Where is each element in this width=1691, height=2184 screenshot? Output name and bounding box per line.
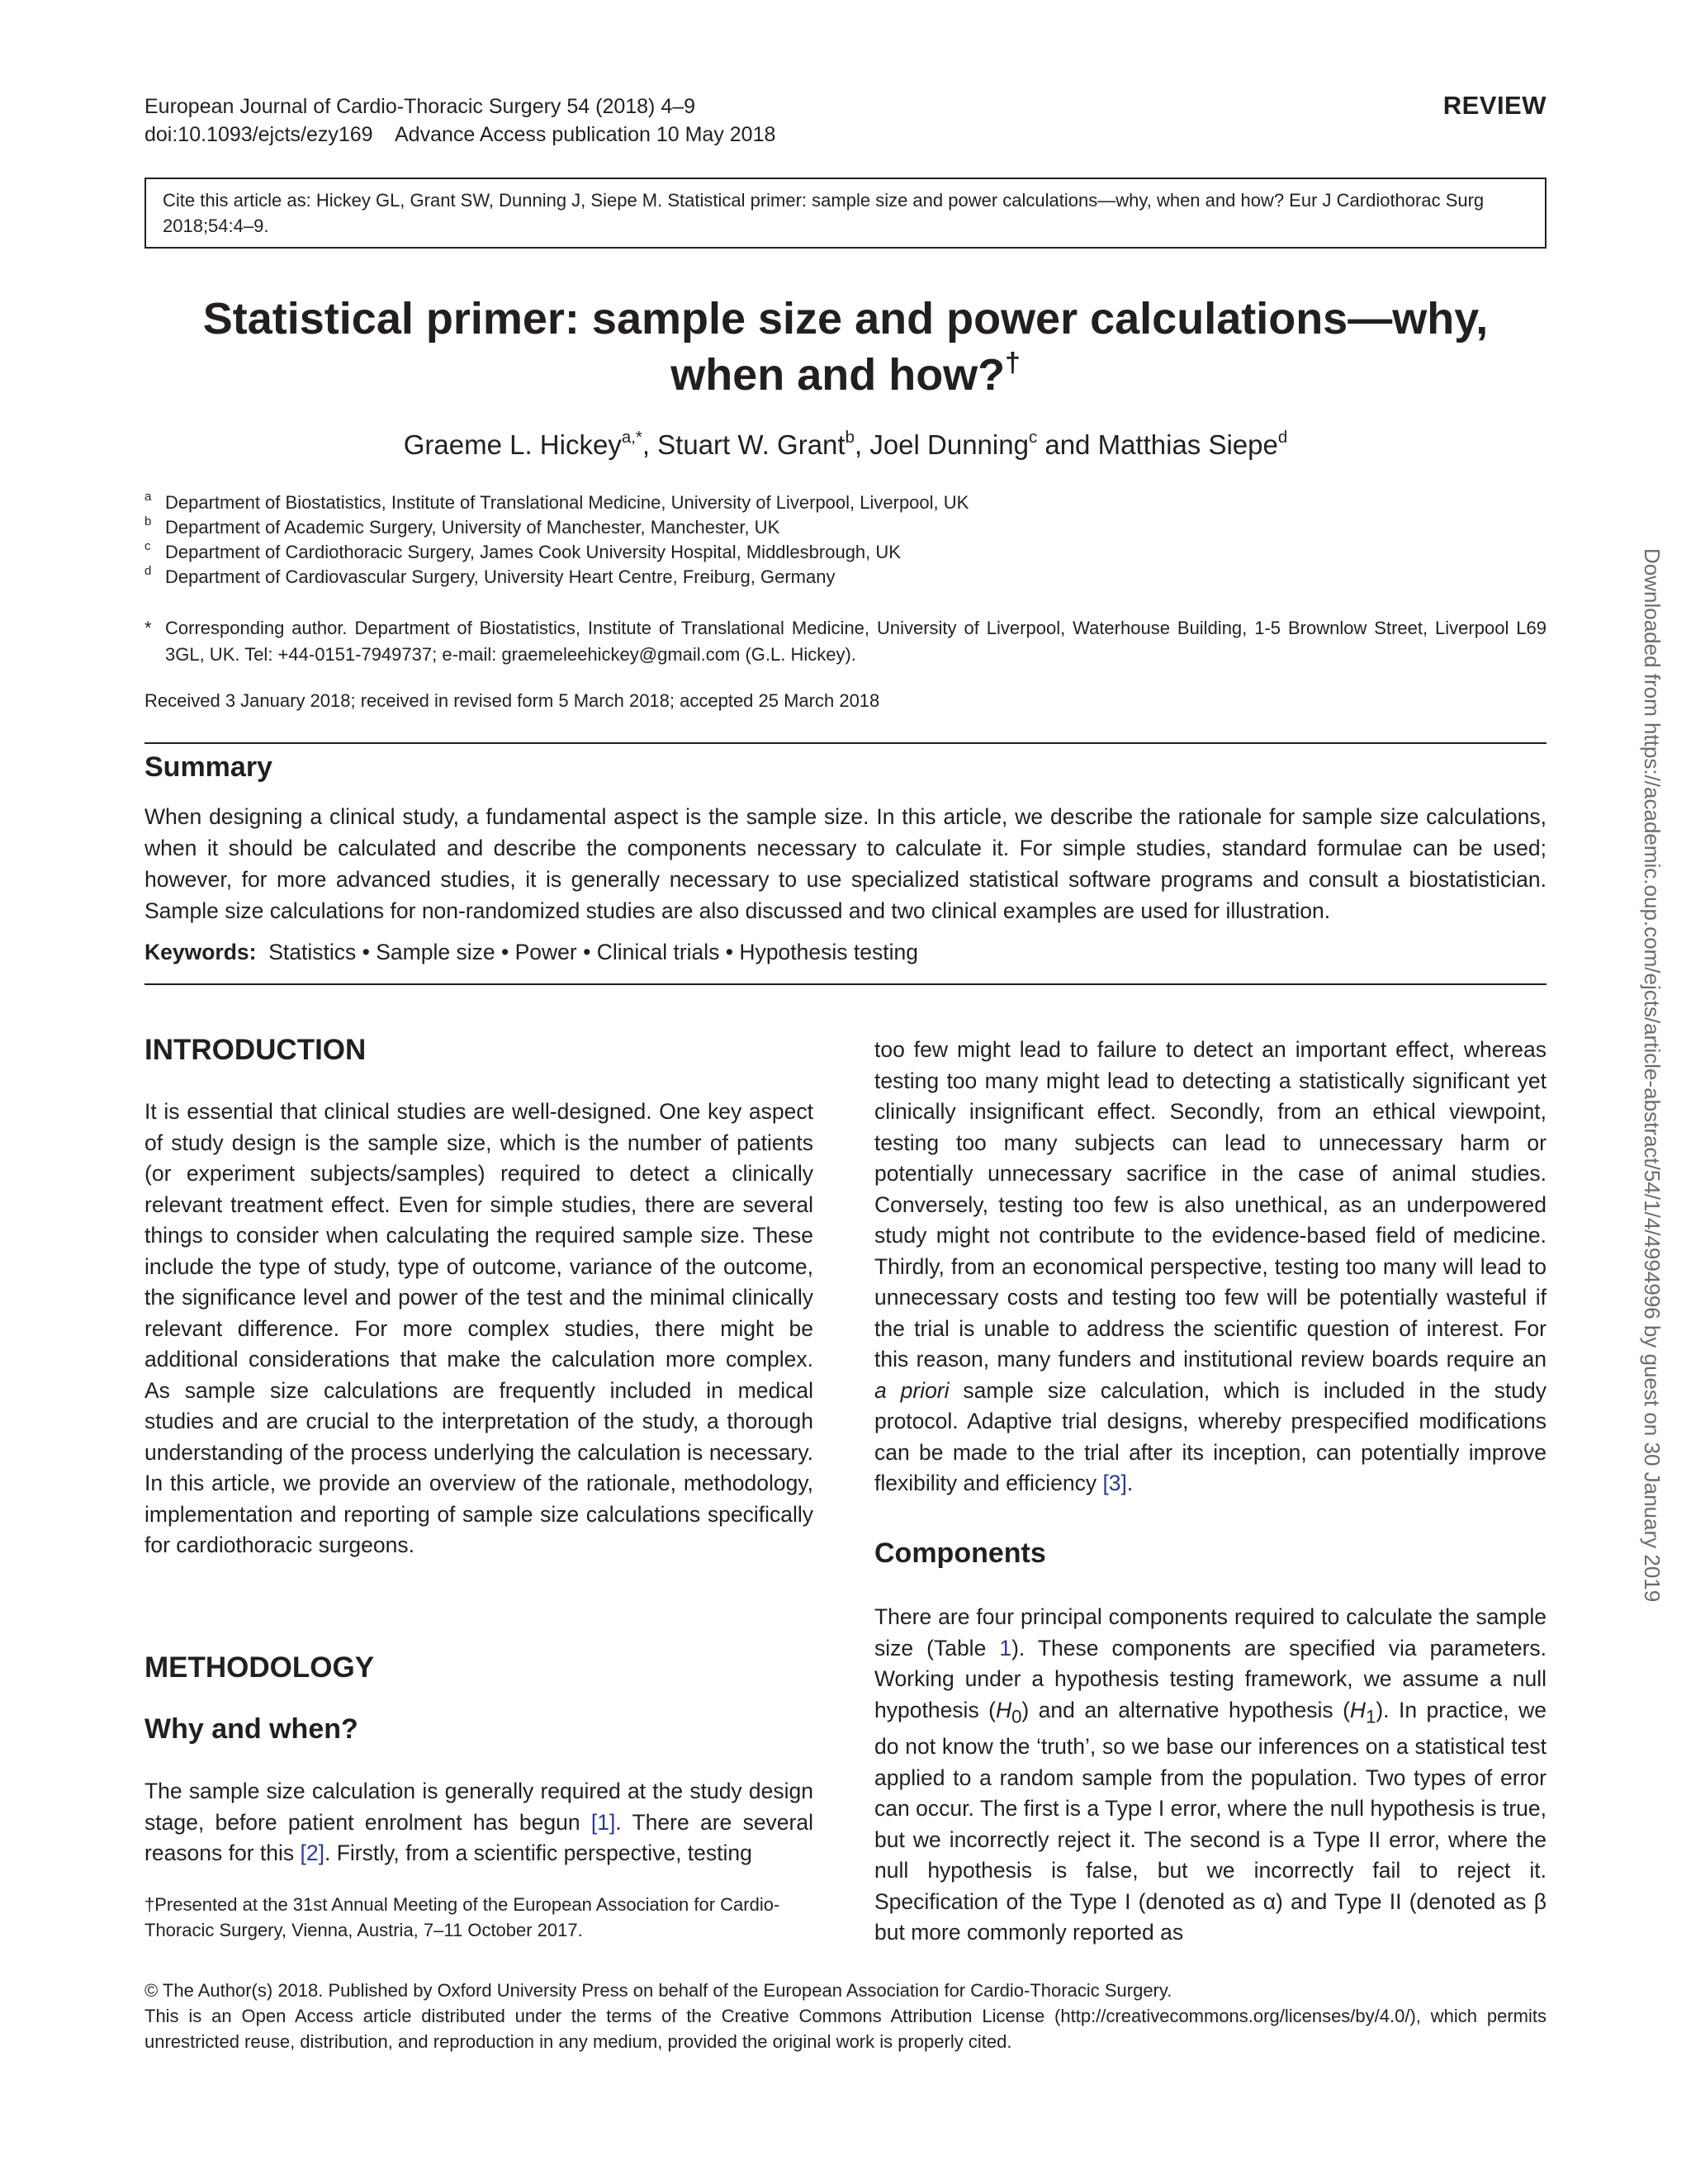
author-name: Stuart W. Grant (657, 429, 846, 460)
paragraph-text: sample size calculation, which is included in the study protocol. Adaptive trial designs, whereby prespecified modifications can be made to the trial after its inception, can potentially improve flexibility and efficiency (874, 1377, 1547, 1495)
affiliation-text: Department of Academic Surgery, University of Manchester, Manchester, UK (165, 517, 780, 538)
why-when-heading: Why and when? (144, 1713, 358, 1745)
license-notice (144, 1978, 1547, 2054)
received-dates: Received 3 January 2018; received in revised form 5 March 2018; accepted 25 March 2018 (144, 690, 880, 711)
author-name: Matthias Siepe (1097, 429, 1278, 460)
math-symbol: H (1349, 1697, 1367, 1722)
table-link[interactable]: 1 (999, 1635, 1012, 1661)
components-heading: Components (874, 1537, 1046, 1569)
title-line-2: when and how? (670, 350, 1006, 400)
author-name: Joel Dunning (869, 429, 1029, 460)
download-notice: Downloaded from https://academic.oup.com/ejcts/article-abstract/54/1/4/4994996 by guest on 30 January 2019 (1640, 548, 1665, 1603)
author-affil-mark: b (845, 427, 855, 447)
journal-header (144, 92, 775, 149)
author-name: Graeme L. Hickey (403, 429, 622, 460)
paragraph-text: ). In practice, we do not know the ‘truth’, so we base our inferences on a statistical test applied to a random sample from the population. Two types of error can occur. The first is a Type I error, where the null hypothesis is true, but we incorrectly reject it. The second is a Type II error, where the null hypothesis is false, but we incorrectly fail to reject it. Specification of the Type I (denoted as α) and Type II (denoted as β but more commonly reported as (874, 1697, 1547, 1945)
affiliation: $^a$ Department of Biostatistics, Institute of Translational Medicine, University of Liverpool, Liverpool, UK (144, 490, 969, 513)
affiliation: $^d$ Department of Cardiovascular Surgery, University Heart Centre, Freiburg, Germany (144, 564, 836, 587)
math-subscript: 0 (1011, 1705, 1022, 1727)
summary-top-rule (144, 742, 1547, 744)
paragraph-text: . Firstly, from a scientific perspective, testing (324, 1841, 752, 1865)
intro-heading: INTRODUCTION (144, 1034, 367, 1066)
author-affil-mark: a,* (621, 427, 642, 447)
intro-text (144, 1097, 813, 1561)
affiliations (144, 490, 969, 590)
keywords (144, 940, 918, 965)
journal-citation-line: European Journal of Cardio-Thoracic Surgery 54 (2018) 4–9 (144, 95, 696, 118)
citation-link[interactable]: [3] (1102, 1471, 1127, 1495)
author-affil-mark: d (1277, 427, 1288, 447)
author-list (144, 429, 1547, 461)
license-text: This is an Open Access article distributed under the terms of the Creative Commons Attribution License (http://creativecommons.org/licenses/by/4.0/), which permits unrestricted reuse, distribution, and reproduction in any medium, provided the original work is properly cited. (144, 2006, 1547, 2052)
corresponding-mark: * (144, 618, 152, 638)
author-sep: , (854, 429, 870, 460)
section-label: REVIEW (1442, 91, 1547, 120)
affiliation: $^c$ Department of Cardiothoracic Surgery, James Cook University Hospital, Middlesbrough, UK (144, 539, 901, 562)
copyright-line: © The Author(s) 2018. Published by Oxford University Press on behalf of the European Association for Cardio-Thoracic Surgery. (144, 1980, 1172, 2001)
affiliation: $^b$ Department of Academic Surgery, University of Manchester, Manchester, UK (144, 514, 780, 538)
author-sep: , (642, 429, 658, 460)
paragraph-text: . (1126, 1471, 1134, 1495)
paragraph-text: ) and an alternative hypothesis ( (1021, 1697, 1350, 1722)
corresponding-text: Corresponding author. Department of Biostatistics, Institute of Translational Medicine, University of Liverpool, Waterhouse Building, 1-5 Brownlow Street, Liverpool L69 3GL, UK. Tel: +44-0151-7949737; e-mail: graemeleehickey@gmail.com (G.L. Hickey). (165, 618, 1547, 665)
cite-box: Cite this article as: Hickey GL, Grant SW, Dunning J, Siepe M. Statistical primer: sample size and power calculations—why, when and how? Eur J Cardiothorac Surg 2018;54:4–9. (144, 178, 1547, 249)
paragraph-text: . There are several reasons for this (144, 1809, 813, 1865)
why-when-text (144, 1776, 813, 1869)
italic-term: a priori (874, 1377, 950, 1403)
title-dagger: † (1005, 347, 1021, 378)
citation-link[interactable]: [1] (590, 1809, 616, 1835)
affiliation-text: Department of Cardiovascular Surgery, University Heart Centre, Freiburg, Germany (165, 566, 836, 587)
methodology-heading: METHODOLOGY (144, 1651, 375, 1684)
math-subscript: 1 (1366, 1705, 1376, 1727)
summary-bottom-rule (144, 983, 1547, 985)
paragraph-text: There are four principal components required to calculate the sample size (Table (874, 1604, 1547, 1661)
title-line-1: Statistical primer: sample size and power calculations—why, (202, 294, 1489, 343)
summary-text: When designing a clinical study, a fundamental aspect is the sample size. In this article, we describe the rationale for sample size calculations, when it should be calculated and describe the components necessary to calculate it. For simple studies, standard formulae can be used; however, for more advanced studies, it is generally necessary to use specialized statistical software programs and consult a biostatistician. Sample size calculations for non-randomized studies are also discussed and two clinical examples are used for illustration. (144, 804, 1547, 923)
paragraph-text: ). These components are specified via parameters. Working under a hypothesis testing framework, we assume a null hypothesis ( (874, 1635, 1547, 1722)
summary-heading: Summary (144, 751, 272, 783)
affiliation-text: Department of Cardiothoracic Surgery, James Cook University Hospital, Middlesbrough, UK (165, 542, 901, 562)
doi-line: doi:10.1093/ejcts/ezy169 Advance Access publication 10 May 2018 (144, 123, 776, 146)
corresponding-author (144, 615, 1547, 668)
components-text (874, 1602, 1547, 1949)
paragraph-text: too few might lead to failure to detect an important effect, whereas testing too many might lead to detecting a statistically significant yet clinically insignificant effect. Secondly, from an ethical viewpoint, testing too many subjects can lead to unnecessary harm or potentially unnecessary sacrifice in the case of animal studies. Conversely, testing too few is also unethical, as an underpowered study might not contribute to the evidence-based field of medicine. Thirdly, from an economical perspective, testing too many will lead to unnecessary costs and testing too few will be potentially wasteful if the trial is unable to address the scientific question of interest. For this reason, many funders and institutional review boards require an (874, 1037, 1547, 1372)
keywords-list: Statistics • Sample size • Power • Clinical trials • Hypothesis testing (268, 940, 918, 964)
citation-link[interactable]: [2] (300, 1841, 324, 1865)
author-sep: and (1037, 429, 1098, 460)
author-affil-mark: c (1028, 427, 1038, 447)
download-sidebar (1640, 548, 1668, 1635)
intro-paragraph: It is essential that clinical studies are well-designed. One key aspect of study design is the sample size, which is the number of patients (or experiment subjects/samples) required to detect a clinically relevant treatment effect. Even for simple studies, there are several things to consider when calculating the required sample size. These include the type of study, type of outcome, variance of the outcome, the significance level and power of the test and the minimal clinically relevant difference. For more complex studies, there might be additional considerations that make the calculation more complex. As sample size calculations are frequently included in medical studies and are crucial to the interpretation of the study, a thorough understanding of the process underlying the calculation is necessary. In this article, we provide an overview of the rationale, methodology, implementation and reporting of sample size calculations specifically for cardiothoracic surgeons. (144, 1099, 813, 1557)
article-title (144, 291, 1547, 403)
footnote: †Presented at the 31st Annual Meeting of the European Association for Cardio-Thoracic Surgery, Vienna, Austria, 7–11 October 2017. (144, 1894, 780, 1940)
keywords-label: Keywords: (144, 940, 257, 964)
paragraph-text: The sample size calculation is generally required at the study design stage, before patient enrolment has begun (144, 1779, 813, 1835)
right-column-text (874, 1035, 1547, 1499)
math-symbol: H (995, 1697, 1012, 1722)
affiliation-text: Department of Biostatistics, Institute of Translational Medicine, University of Liverpool, Liverpool, UK (165, 492, 969, 513)
